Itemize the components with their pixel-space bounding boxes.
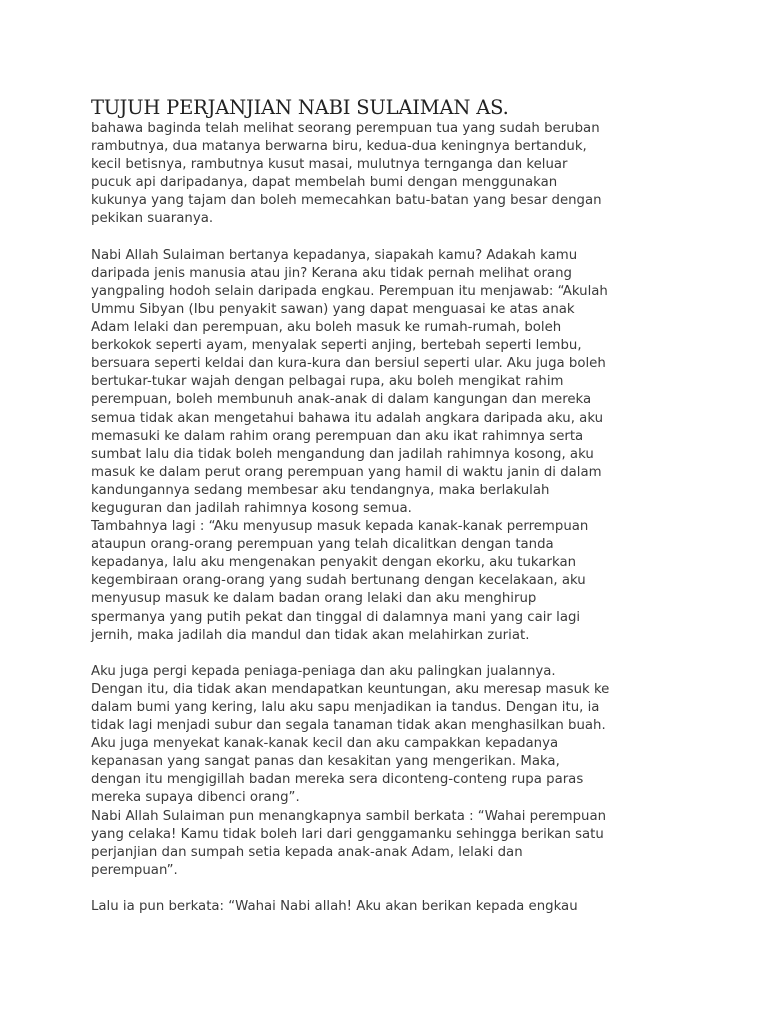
text-line: kepadanya, lalu aku mengenakan penyakit dengan ekorku, aku tukarkan (91, 555, 577, 571)
text-line: perempuan, boleh membunuh anak-anak di dalam kangungan dan mereka (91, 392, 592, 408)
text-line: Adam lelaki dan perempuan, aku boleh masuk ke rumah-rumah, boleh (91, 320, 562, 336)
text-line: kepanasan yang sangat panas dan kesakitan yang mengerikan. Maka, (91, 754, 560, 770)
text-line: kecil betisnya, rambutnya kusut masai, mulutnya ternganga dan keluar (91, 157, 568, 173)
text-line: kukunya yang tajam dan boleh memecahkan batu-batan yang besar dengan (91, 193, 602, 209)
document-page (91, 96, 691, 916)
text-line: kandungannya sedang membesar aku tendangnya, maka berlakulah (91, 482, 550, 498)
text-line: Tambahnya lagi : “Aku menyusup masuk kepada kanak-kanak perrempuan (91, 519, 589, 535)
text-line: Dengan itu, dia tidak akan mendapatkan keuntungan, aku meresap masuk ke (91, 681, 610, 697)
text-line: masuk ke dalam perut orang perempuan yang hamil di waktu janin di dalam (91, 464, 602, 480)
text-line: spermanya yang putih pekat dan tinggal di dalamnya mani yang cair lagi (91, 609, 581, 625)
text-line: yangpaling hodoh selain daripada engkau. Perempuan itu menjawab: “Akulah (91, 283, 608, 299)
text-line: perjanjian dan sumpah setia kepada anak-anak Adam, lelaki dan (91, 844, 523, 860)
text-line: menyusup masuk ke dalam badan orang lelaki dan aku menghirup (91, 591, 537, 607)
text-line: Nabi Allah Sulaiman bertanya kepadanya, siapakah kamu? Adakah kamu (91, 247, 578, 263)
paragraph-gap (91, 229, 691, 247)
text-line: memasuki ke dalam rahim orang perempuan dan aku ikat rahimnya serta (91, 428, 584, 444)
text-line: bersuara seperti keldai dan kura-kura dan bersiul seperti ular. Aku juga boleh (91, 356, 606, 372)
text-line: Nabi Allah Sulaiman pun menangkapnya sambil berkata : “Wahai perempuan (91, 808, 607, 824)
text-line: semua tidak akan mengetahui bahawa itu adalah angkara daripada aku, aku (91, 410, 604, 426)
text-line: pucuk api daripadanya, dapat membelah bumi dengan menggunakan (91, 175, 558, 191)
text-line: ataupun orang-orang perempuan yang telah dicalitkan dengan tanda (91, 537, 554, 553)
text-line: mereka supaya dibenci orang”. (91, 790, 300, 806)
text-line: bertukar-tukar wajah dengan pelbagai rupa, aku boleh mengikat rahim (91, 374, 564, 390)
text-line: yang celaka! Kamu tidak boleh lari dari genggamanku sehingga berikan satu (91, 826, 604, 842)
paragraph-gap (91, 645, 691, 663)
text-line: Ummu Sibyan (Ibu penyakit sawan) yang dapat menguasai ke atas anak (91, 301, 575, 317)
text-line: dengan itu mengigillah badan mereka sera diconteng-conteng rupa paras (91, 772, 584, 788)
text-line: tidak lagi menjadi subur dan segala tanaman tidak akan menghasilkan buah. (91, 718, 606, 734)
paragraph-gap (91, 880, 691, 898)
text-line: dalam bumi yang kering, lalu aku sapu menjadikan ia tandus. Dengan itu, ia (91, 700, 600, 715)
text-line: bahawa baginda telah melihat seorang perempuan tua yang sudah beruban (91, 121, 600, 136)
text-line: jernih, maka jadilah dia mandul dan tidak akan melahirkan zuriat. (91, 627, 530, 643)
text-line: berkokok seperti ayam, menyalak seperti anjing, bertebah seperti lembu, (91, 338, 582, 354)
text-line: Lalu ia pun berkata: “Wahai Nabi allah! Aku akan berikan kepada engkau (91, 899, 578, 915)
text-line: kegembiraan orang-orang yang sudah bertunang dengan kecelakaan, aku (91, 573, 586, 589)
text-line: daripada jenis manusia atau jin? Kerana aku tidak pernah melihat orang (91, 265, 572, 281)
text-line: keguguran dan jadilah rahimnya kosong semua. (91, 500, 412, 516)
text-line: Aku juga pergi kepada peniaga-peniaga dan aku palingkan jualannya. (91, 663, 556, 679)
text-line: Aku juga menyekat kanak-kanak kecil dan aku campakkan kepadanya (91, 736, 559, 752)
text-line: rambutnya, dua matanya berwarna biru, kedua-dua keningnya bertanduk, (91, 139, 587, 155)
text-line: sumbat lalu dia tidak boleh mengandung dan jadilah rahimnya kosong, aku (91, 446, 594, 462)
text-line: perempuan”. (91, 862, 178, 878)
document-title: TUJUH PERJANJIAN NABI SULAIMAN AS. (91, 96, 509, 119)
text-line: pekikan suaranya. (91, 211, 214, 227)
document-body (91, 120, 691, 916)
